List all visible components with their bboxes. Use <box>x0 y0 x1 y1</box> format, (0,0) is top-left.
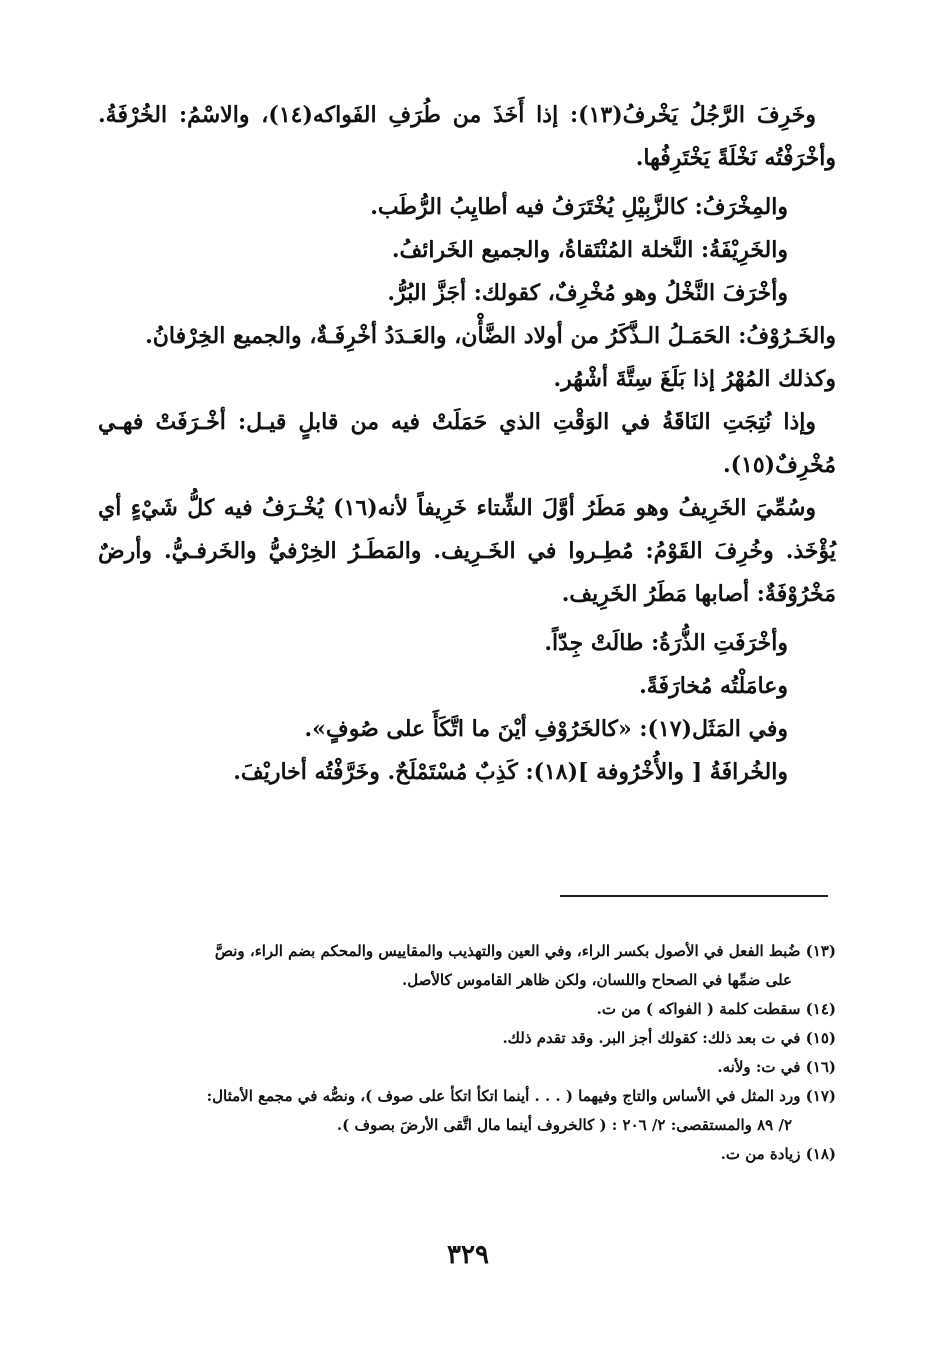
paragraph-akhrafa-nakhl: وأخْرَفَ النَّخْلُ وهو مُخْرِفٌ، كقولك: أجَزَّ البُرُّ. <box>387 280 788 306</box>
footnote-17-continued: ٢/ ٨٩ والمستقصى: ٢/ ٢٠٦ : ( كالخروف أينما مال اتَّقى الأرضَ بصوف ). <box>336 1116 792 1134</box>
paragraph-nuttijat: وإذا نُتِجَتِ النَاقَةُ في الوَقْتِ الذي حَمَلَتْ فيه من قابلٍ قيـل: أخْـرَفَتْ فهـي مُخْرِفٌ(١٥). <box>98 409 836 478</box>
footnote-18: (١٨) زيادة من ت. <box>720 1145 836 1163</box>
footnote-14: (١٤) سقطت كلمة ( الفواكه ) من ت. <box>596 1000 836 1018</box>
paragraph-mathal: وفي المَثَل(١٧): «كالخَرُوْفِ أيْنَ ما اتَّكَأَ على صُوفٍ». <box>304 716 788 742</box>
paragraph-dhura: وأخْرَفَتِ الذُّرَةُ: طالَتْ جِدّاً. <box>544 630 788 656</box>
paragraph-mukharafa: وعامَلْتُه مُخارَفَةً. <box>639 673 788 699</box>
footnote-16: (١٦) في ت: ولأنه. <box>717 1058 836 1076</box>
footnote-13-continued: على ضمِّها في الصحاح واللسان، ولكن ظاهر القاموس كالأصل. <box>402 971 792 989</box>
footnote-17: (١٧) ورد المثل في الأساس والتاج وفيهما ( . . . أينما اتكأ اتكأ على صوف )، ونصُّه في مجمع الأمثال: <box>206 1087 836 1105</box>
paragraph-kharifa: والخَرِيْفَةُ: النَّخلة المُنْتَقاةُ، والجميع الخَرائفُ. <box>391 237 788 263</box>
paragraph-kharuf: والخَـرُوْفُ: الحَمَـلُ الـذَّكَرُ من أولاد الضَّأْن، والعَـدَدُ أخْرِفَـةٌ، والجميع الخِرْفانُ. وكذلك المُهْرُ إذا بَلَغَ سِتَّةَ أشْهُر. <box>145 323 836 392</box>
footnote-divider <box>560 895 828 897</box>
paragraph-khurafa: والخُرافَةُ [ والأُخْرُوفة ](١٨): كَذِبٌ مُسْتَمْلَحٌ. وخَرَّفْتُه أخاريْفَ. <box>233 759 788 785</box>
footnote-13: (١٣) ضُبط الفعل في الأصول بكسر الراء، وفي العين والتهذيب والمقاييس والمحكم بضم الراء، ونصَّ <box>214 942 836 960</box>
paragraph-kharif: وسُمِّيَ الخَرِيفُ وهو مَطَرُ أوَّلَ الشِّتاء خَرِيفاً لأنه(١٦) يُخْـرَفُ فيه كلُّ شَيْءٍ أي يُؤْخَذ. وخُرِفَ القَوْمُ: مُطِـروا في الخَـرِيف. والمَطَـرُ الخِرْفيُّ والخَرفـيُّ. وأرضٌ مَخْرُوْفَةٌ: أصابها مَطَرُ الخَرِيف. <box>98 495 836 607</box>
footnote-15: (١٥) في ت بعد ذلك: كقولك أجز البر. وقد تقدم ذلك. <box>502 1029 836 1047</box>
paragraph-mikhraf: والمِخْرَفُ: كالزَّبِيْلِ يُخْتَرَفُ فيه أطايِبُ الرُّطَب. <box>370 194 788 220</box>
main-text-block <box>98 94 836 794</box>
footnotes-block <box>98 937 836 1169</box>
paragraph-kharafa: وخَرِفَ الرَّجُلُ يَخْرفُ(١٣): إذا أَخَذَ من طُرَفِ الفَواكه(١٤)، والاسْمُ: الخُرْفَةُ. وأخْرَفْتُه نَخْلَةً يَخْتَرِفُها. <box>98 102 836 171</box>
page-number: ٣٢٩ <box>447 1240 489 1270</box>
